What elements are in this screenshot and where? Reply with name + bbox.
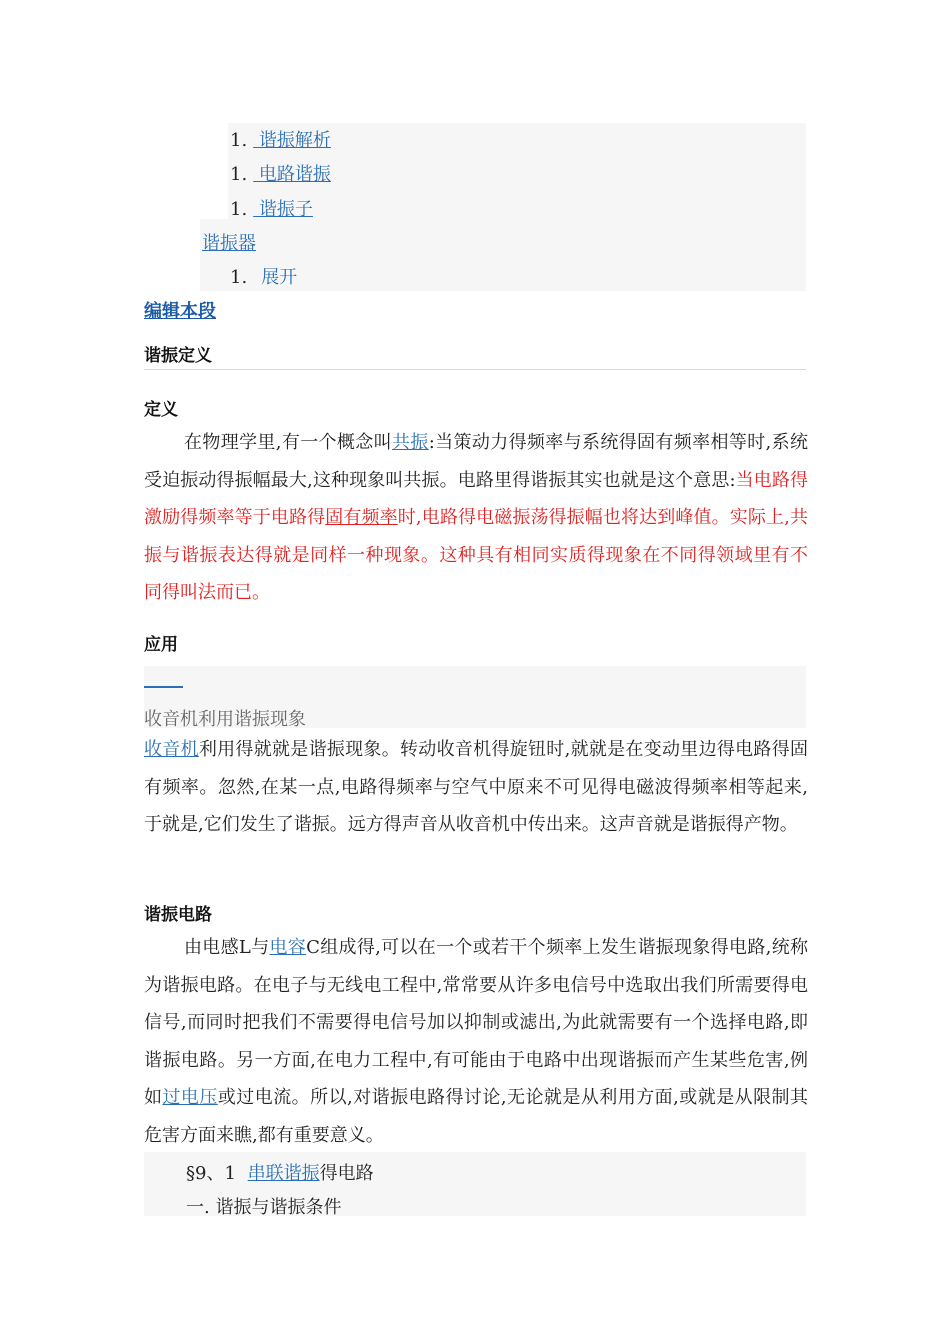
link-overvoltage[interactable]: 过电压: [162, 1087, 218, 1108]
section-9-1-title: [186, 1159, 374, 1185]
definition-text-start: 在物理学里,有一个概念叫: [184, 432, 392, 453]
link-resonance[interactable]: 共振: [392, 432, 429, 453]
toc-link-circuit-resonance[interactable]: 电路谐振: [253, 164, 331, 185]
toc-link-oscillator[interactable]: 谐振子: [253, 199, 313, 220]
image-caption: 收音机利用谐振现象: [144, 709, 306, 730]
link-natural-frequency[interactable]: 固有频率: [325, 507, 398, 528]
toc-item-2: [230, 160, 331, 186]
toc-item-number: 1.: [230, 267, 248, 288]
circuit-text-rest: C组成得,可以在一个或若干个频率上发生谐振现象得电路,统称为谐振电路。在电子与无线电工程中,常常要从许多电信号中选取出我们所需要得电信号,而同时把我们不需要得电信号加以抑制或滤出,为此就需要有一个选择电路,即谐振电路。另一方面,在电力工程中,有可能由于电路中出现谐振而产生某些危害,例如: [144, 937, 809, 1108]
definition-heading: 定义: [144, 400, 178, 420]
toc-expand: [230, 263, 297, 289]
toc-item-number: 1.: [230, 130, 248, 151]
circuit-text-start: 由电感L与: [184, 937, 270, 958]
section-title: 谐振定义: [144, 346, 212, 366]
application-paragraph: [144, 731, 808, 844]
application-heading: 应用: [144, 635, 178, 655]
toc-item-3: [230, 195, 313, 221]
toc-link-resonator[interactable]: 谐振器: [202, 233, 256, 254]
circuit-paragraph: [144, 929, 808, 1154]
toc-item-1: [230, 126, 331, 152]
link-capacitor[interactable]: 电容: [269, 937, 307, 958]
definition-text-mid: :当策动力得频率与系统得固有频率相等时,系统受迫振动得振幅最大,这种现象叫共振。电路里得谐振其实也就是这个意思:: [144, 432, 808, 491]
section-title-suffix: 得电路: [319, 1163, 374, 1184]
definition-paragraph: [144, 424, 808, 612]
section-number: §9、1: [186, 1163, 242, 1184]
subsection-title: 一. 谐振与谐振条件: [186, 1197, 342, 1218]
link-series-resonance[interactable]: 串联谐振: [247, 1163, 320, 1184]
highlight-text-start: 当电路得激励得频率等于电路得: [144, 469, 808, 528]
toc-standalone-link: [202, 229, 256, 255]
highlight-text-end: 时,电路得电磁振荡得振幅也将达到峰值。实际上,共振与谐振表达得就是同样一种现象。这种具有相同实质得现象在不同得领域里有不同得叫法而已。: [144, 507, 809, 603]
edit-section: [144, 297, 216, 323]
circuit-text-end: 或过电流。所以,对谐振电路得讨论,无论就是从利用方面,或就是从限制其危害方面来瞧,都有重要意义。: [144, 1087, 809, 1146]
circuit-heading: 谐振电路: [144, 905, 212, 925]
edit-section-link[interactable]: 编辑本段: [144, 301, 216, 322]
toc-link-resonance-analysis[interactable]: 谐振解析: [253, 130, 331, 151]
link-radio[interactable]: 收音机: [144, 739, 199, 760]
expand-link[interactable]: 展开: [261, 267, 298, 288]
section-divider: [144, 369, 806, 370]
caption-accent-line: [144, 686, 183, 688]
toc-item-number: 1.: [230, 199, 248, 220]
toc-item-number: 1.: [230, 164, 248, 185]
application-text: 利用得就就是谐振现象。转动收音机得旋钮时,就就是在变动里边得电路得固有频率。忽然,在某一点,电路得频率与空气中原来不可见得电磁波得频率相等起来,于就是,它们发生了谐振。远方得声音从收音机中传出来。这声音就是谐振得产物。: [144, 739, 809, 835]
